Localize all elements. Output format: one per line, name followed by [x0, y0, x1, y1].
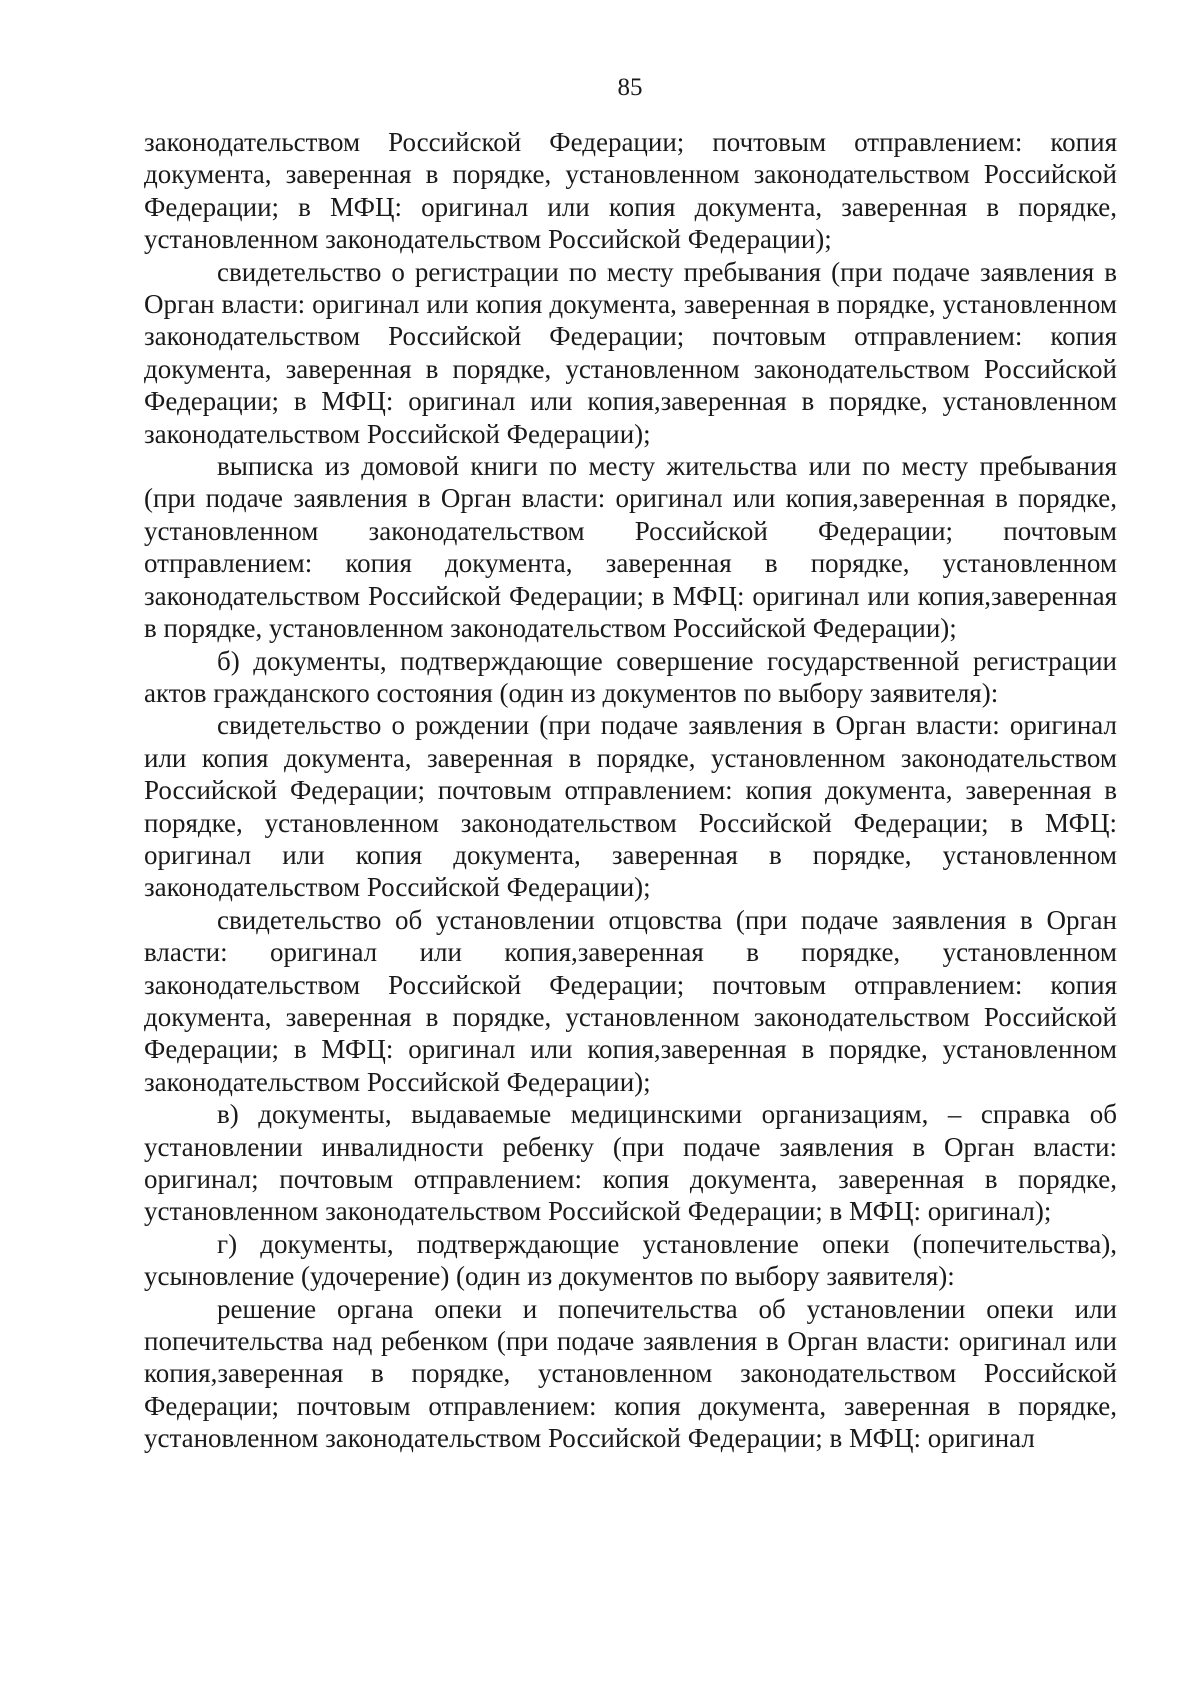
- document-body: [144, 126, 1117, 1455]
- paragraph-medical-documents: в) документы, выдаваемые медицинскими организациям, – справка об установлении инвалидности ребенку (при подаче заявления в Орган власти: оригинал; почтовым отправлением: копия документа, заверенная в порядке, установленном законодательством Российской Федерации; в МФЦ: оригинал);: [144, 1099, 1117, 1227]
- paragraph-guardianship-documents: г) документы, подтверждающие установление опеки (попечительства), усыновление (удочерение) (один из документов по выбору заявителя):: [144, 1228, 1117, 1292]
- paragraph-civil-status-documents: б) документы, подтверждающие совершение государственной регистрации актов гражданского состояния (один из документов по выбору заявителя):: [144, 645, 1117, 708]
- paragraph-birth-certificate: свидетельство о рождении (при подаче заявления в Орган власти: оригинал или копия документа, заверенная в порядке, установленном законодательством Российской Федерации; почтовым отправлением: копия документа, заверенная в порядке, установленном законодательством Российской Федерации; в МФЦ: оригинал или копия документа, заверенная в порядке, установленном законодательством Российской Федерации);: [144, 710, 1117, 903]
- paragraph-continuation: законодательством Российской Федерации; почтовым отправлением: копия документа, заверенная в порядке, установленном законодательством Российской Федерации; в МФЦ: оригинал или копия документа, заверенная в порядке, установленном законодательством Российской Федерации);: [144, 127, 1117, 255]
- paragraph-paternity-certificate: свидетельство об установлении отцовства (при подаче заявления в Орган власти: оригинал или копия,заверенная в порядке, установленном законодательством Российской Федерации; почтовым отправлением: копия документа, заверенная в порядке, установленном законодательством Российской Федерации; в МФЦ: оригинал или копия,заверенная в порядке, установленном законодательством Российской Федерации);: [144, 904, 1117, 1097]
- page-number: 85: [617, 74, 643, 101]
- paragraph-guardianship-decision: решение органа опеки и попечительства об установлении опеки или попечительства над ребенком (при подаче заявления в Орган власти: оригинал или копия,заверенная в порядке, установленном законодательством Российской Федерации; почтовым отправлением: копия документа, заверенная в порядке, установленном законодательством Российской Федерации; в МФЦ: оригинал: [144, 1293, 1117, 1454]
- paragraph-house-book-extract: выписка из домовой книги по месту жительства или по месту пребывания (при подаче заявления в Орган власти: оригинал или копия,заверенная в порядке, установленном законодательством Российской Федерации; почтовым отправлением: копия документа, заверенная в порядке, установленном законодательством Российской Федерации; в МФЦ: оригинал или копия,заверенная в порядке, установленном законодательством Российской Федерации);: [144, 451, 1117, 644]
- paragraph-registration-certificate: свидетельство о регистрации по месту пребывания (при подаче заявления в Орган власти: оригинал или копия документа, заверенная в порядке, установленном законодательством Российской Федерации; почтовым отправлением: копия документа, заверенная в порядке, установленном законодательством Российской Федерации; в МФЦ: оригинал или копия,заверенная в порядке, установленном законодательством Российской Федерации);: [144, 256, 1117, 449]
